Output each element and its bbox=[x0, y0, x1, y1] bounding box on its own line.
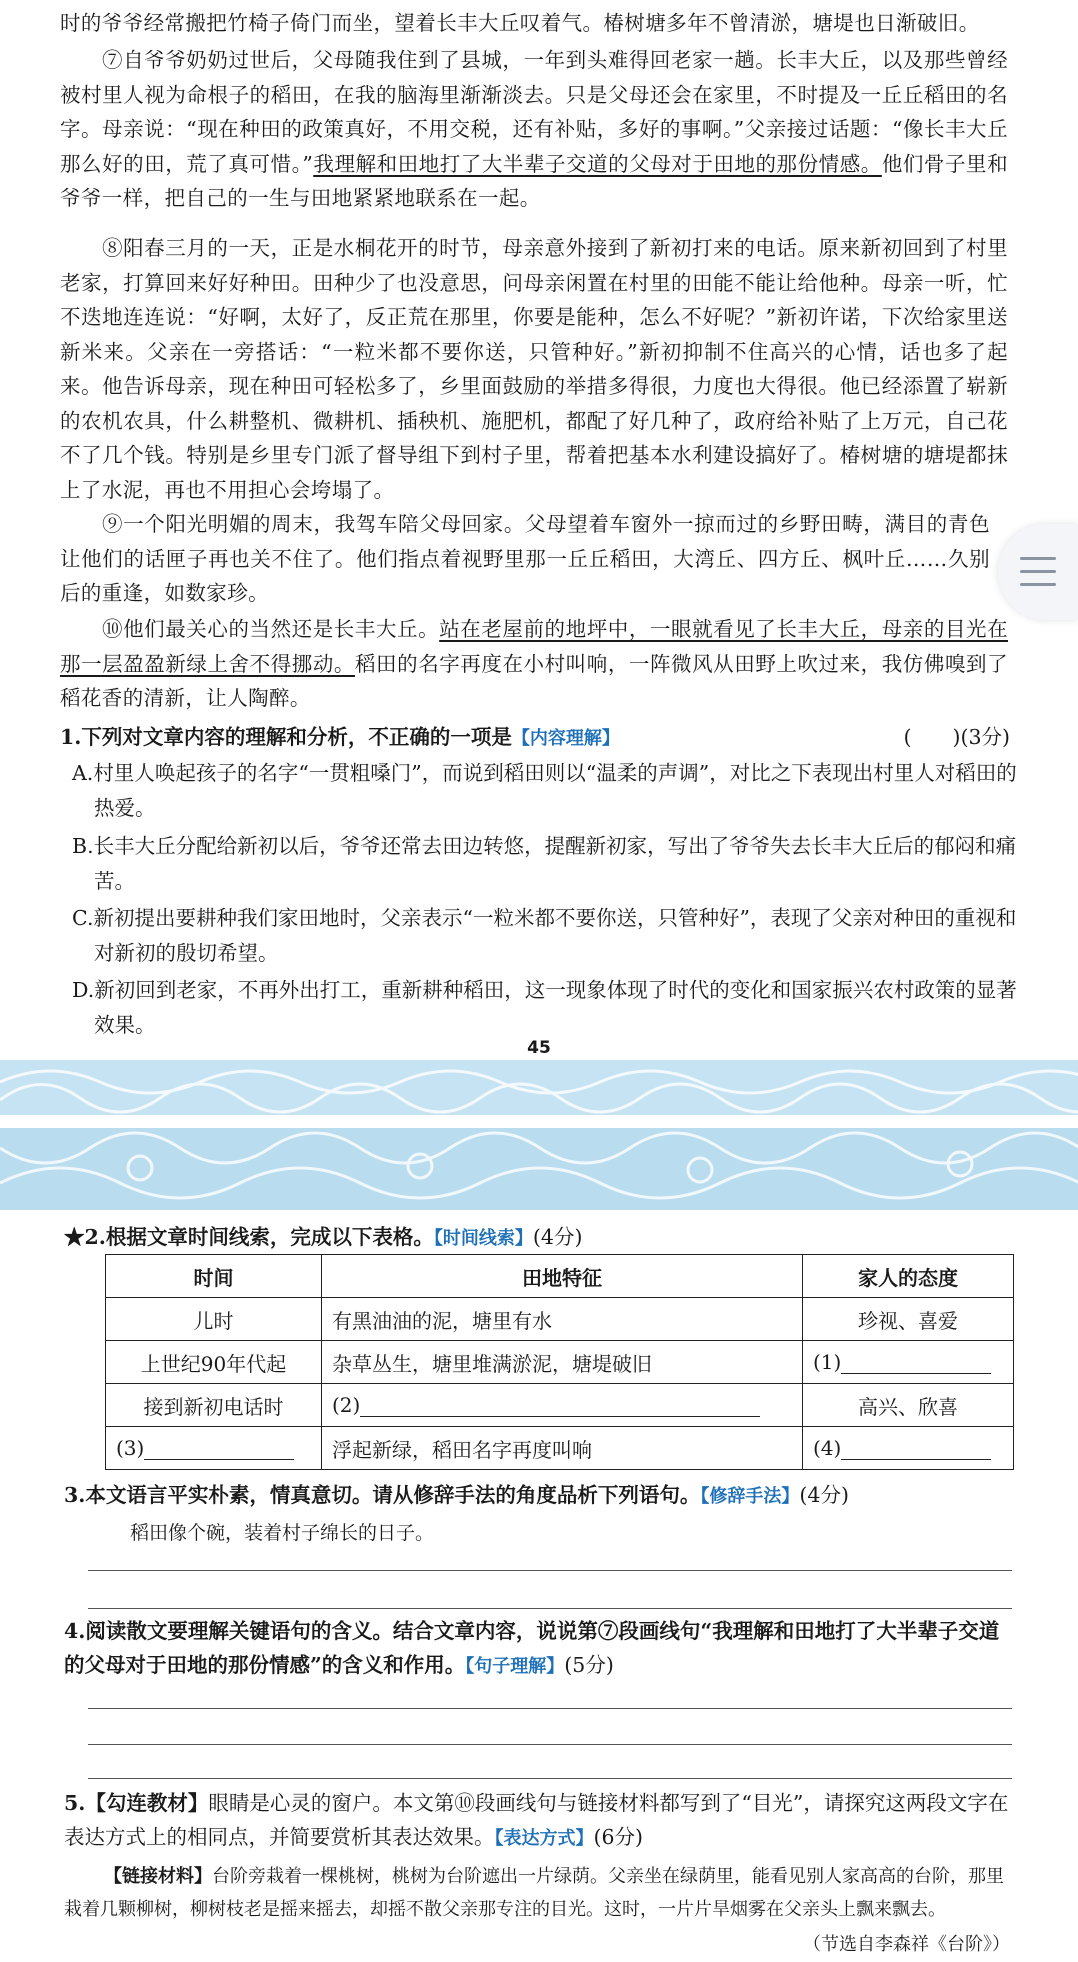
blank-line bbox=[360, 1394, 760, 1417]
blank-label: (1) bbox=[813, 1350, 842, 1374]
linked-material-label: 【链接材料】 bbox=[104, 1866, 212, 1887]
linked-material-text: 台阶旁栽着一棵桃树，桃树为台阶遮出一片绿荫。父亲坐在绿荫里，能看见别人家高高的台阶，那里栽着几颗柳树，柳树枝老是摇来摇去，却摇不散父亲那专注的目光。这时，一片片旱烟雾在父亲头上飘来飘去。 bbox=[64, 1866, 1004, 1920]
paragraph-10-text-end: 稻田的名字再度在小村叫响，一阵微风从田野上吹过来，我仿佛嗅到了稻花香的清新，让人陶醉。 bbox=[60, 651, 1008, 710]
linked-material-source: （节选自李森祥《台阶》） bbox=[803, 1934, 1010, 1955]
table-cell: 有黑油油的泥，塘里有水 bbox=[322, 1298, 803, 1341]
timeline-table bbox=[105, 1254, 1014, 1470]
question-1-option-a[interactable]: A.村里人唤起孩子的名字“一贯粗嗓门”，而说到稻田则以“温柔的声调”，对比之下表现出村里人对稻田的热爱。 bbox=[72, 761, 1017, 820]
question-3-stem bbox=[64, 1478, 1014, 1514]
answer-line[interactable] bbox=[88, 1608, 1012, 1609]
question-2-score: (4分) bbox=[532, 1225, 583, 1249]
answer-line[interactable] bbox=[88, 1708, 1012, 1709]
menu-icon-bar bbox=[1020, 570, 1056, 573]
paragraph-10-underlined-sentence: 站在老屋前的地坪中，一眼就看见了长丰大丘，母亲的目光在那一层盈盈新绿上舍不得挪动。 bbox=[60, 617, 1008, 676]
question-5-tag: 【表达方式】 bbox=[494, 1828, 594, 1849]
table-cell: 浮起新绿，稻田名字再度叫响 bbox=[322, 1427, 803, 1470]
question-1-option-d[interactable]: D.新初回到老家，不再外出打工，重新耕种稻田，这一现象体现了时代的变化和国家振兴农村政策的显著效果。 bbox=[72, 978, 1017, 1037]
blank-line bbox=[841, 1351, 991, 1374]
paragraph-7-text-end: 他们骨子里和爷爷一样，把自己的一生与田地紧紧地联系在一起。 bbox=[60, 151, 1008, 210]
question-5-score: (6分) bbox=[593, 1825, 644, 1849]
answer-line[interactable] bbox=[88, 1778, 1012, 1779]
question-5-text: 眼睛是心灵的窗户。本文第⑩段画线句与链接材料都写到了“目光”，请探究这两段文字在表达方式上的相同点，并简要赏析其表达效果。 bbox=[64, 1791, 1009, 1849]
table-cell: 接到新初电话时 bbox=[106, 1384, 322, 1427]
question-3-sentence: 稻田像个碗，装着村子绵长的日子。 bbox=[130, 1522, 435, 1544]
question-1-tag: 【内容理解】 bbox=[511, 728, 620, 749]
linked-material bbox=[64, 1860, 1010, 1926]
table-cell: 上世纪90年代起 bbox=[106, 1341, 322, 1384]
answer-blank-1[interactable] bbox=[803, 1341, 1014, 1384]
paragraph-10-text: ⑩他们最关心的当然还是长丰大丘。 bbox=[102, 617, 440, 641]
menu-icon-bar bbox=[1020, 557, 1056, 560]
question-1-text: 1.下列对文章内容的理解和分析，不正确的一项是 bbox=[60, 725, 512, 749]
cloud-pattern-band-bottom bbox=[0, 1060, 1078, 1115]
question-2-text: ★2.根据文章时间线索，完成以下表格。 bbox=[64, 1225, 434, 1249]
question-4-tag: 【句子理解】 bbox=[465, 1656, 565, 1677]
table-cell: 高兴、欣喜 bbox=[803, 1384, 1014, 1427]
answer-blank-4[interactable] bbox=[803, 1427, 1014, 1470]
paragraph-6-tail: 时的爷爷经常搬把竹椅子倚门而坐，望着长丰大丘叹着气。椿树塘多年不曾清淤，塘堤也日渐破旧。 bbox=[60, 11, 980, 35]
question-4-stem bbox=[64, 1614, 1010, 1684]
question-1-stem bbox=[60, 720, 1010, 756]
table-header: 时间 bbox=[106, 1255, 322, 1298]
answer-line[interactable] bbox=[88, 1570, 1012, 1571]
answer-blank-3[interactable] bbox=[106, 1427, 322, 1470]
question-4-text: 4.阅读散文要理解关键语句的含义。结合文章内容，说说第⑦段画线句“我理解和田地打了大半辈子交道的父母对于田地的那份情感”的含义和作用。 bbox=[64, 1619, 1000, 1677]
blank-line bbox=[841, 1437, 991, 1460]
table-cell: 杂草丛生，塘里堆满淤泥，塘堤破旧 bbox=[322, 1341, 803, 1384]
question-1-option-c[interactable]: C.新初提出要耕种我们家田地时，父亲表示“一粒米都不要你送，只管种好”，表现了父亲对种田的重视和对新初的殷切希望。 bbox=[72, 906, 1017, 965]
question-3-text: 3.本文语言平实朴素，情真意切。请从修辞手法的角度品析下列语句。 bbox=[64, 1483, 701, 1507]
answer-line[interactable] bbox=[88, 1744, 1012, 1745]
table-cell: 儿时 bbox=[106, 1298, 322, 1341]
table-row bbox=[106, 1298, 1014, 1341]
question-4-score: (5分) bbox=[564, 1653, 614, 1677]
paragraph-10 bbox=[60, 612, 1008, 716]
blank-line bbox=[144, 1437, 294, 1460]
question-5-textbook-tag: 【勾连教材】 bbox=[85, 1791, 209, 1815]
question-1-score: ( )(3分) bbox=[903, 725, 1010, 749]
question-1-option-b[interactable]: B.长丰大丘分配给新初以后，爷爷还常去田边转悠，提醒新初家，写出了爷爷失去长丰大丘后的郁闷和痛苦。 bbox=[72, 834, 1017, 893]
question-3-score: (4分) bbox=[799, 1483, 849, 1507]
page-number: 45 bbox=[527, 1038, 551, 1058]
table-row bbox=[106, 1384, 1014, 1427]
answer-blank-2[interactable] bbox=[322, 1384, 803, 1427]
blank-label: (4) bbox=[813, 1436, 842, 1460]
paragraph-8: ⑧阳春三月的一天，正是水桐花开的时节，母亲意外接到了新初打来的电话。原来新初回到了村里老家，打算回来好好种田。田种少了也没意思，问母亲闲置在村里的田能不能让给他种。母亲一听，忙不迭地连连说：“好啊，太好了，反正荒在那里，你要是能种，怎么不好呢？”新初许诺，下次给家里送新米来。父亲在一旁搭话：“一粒米都不要你送，只管种好。”新初抑制不住高兴的心情，话也多了起来。他告诉母亲，现在种田可轻松多了，乡里面鼓励的举措多得很，力度也大得很。他已经添置了崭新的农机农具，什么耕整机、微耕机、插秧机、施肥机，都配了好几种了，政府给补贴了上万元，自己花不了几个钱。特别是乡里专门派了督导组下到村子里，帮着把基本水利建设搞好了。椿树塘的塘堤都抹上了水泥，再也不用担心会垮塌了。 bbox=[60, 236, 1008, 502]
cloud-pattern-band-top bbox=[0, 1128, 1078, 1210]
paragraph-7-text: ⑦自爷爷奶奶过世后，父母随我住到了县城，一年到头难得回老家一趟。长丰大丘，以及那些曾经被村里人视为命根子的稻田，在我的脑海里渐渐淡去。只是父母还会在家里，不时提及一丘丘稻田的名字。母亲说：“现在种田的政策真好，不用交税，还有补贴，多好的事啊。”父亲接过话题：“像长丰大丘那么好的田，荒了真可惜。” bbox=[60, 48, 1008, 176]
blank-label: (3) bbox=[116, 1436, 145, 1460]
menu-button[interactable] bbox=[998, 524, 1078, 620]
question-2-tag: 【时间线索】 bbox=[433, 1228, 533, 1249]
table-header: 田地特征 bbox=[322, 1255, 803, 1298]
question-2-stem bbox=[64, 1220, 1014, 1256]
paragraph-7 bbox=[60, 43, 1008, 216]
menu-icon-bar bbox=[1020, 583, 1056, 586]
paragraph-9: ⑨一个阳光明媚的周末，我驾车陪父母回家。父母望着车窗外一掠而过的乡野田畴，满目的青色让他们的话匣子再也关不住了。他们指点着视野里那一丘丘稻田，大湾丘、四方丘、枫叶丘……久别后的重逢，如数家珍。 bbox=[60, 512, 990, 605]
paragraph-7-underlined-sentence: 我理解和田地打了大半辈子交道的父母对于田地的那份情感。 bbox=[313, 151, 882, 176]
table-header: 家人的态度 bbox=[803, 1255, 1014, 1298]
blank-label: (2) bbox=[332, 1393, 361, 1417]
question-5-stem bbox=[64, 1786, 1010, 1856]
table-row bbox=[106, 1341, 1014, 1384]
question-5-number: 5. bbox=[64, 1791, 86, 1815]
table-cell: 珍视、喜爱 bbox=[803, 1298, 1014, 1341]
table-header-row bbox=[106, 1255, 1014, 1298]
table-row bbox=[106, 1427, 1014, 1470]
question-3-tag: 【修辞手法】 bbox=[700, 1486, 800, 1507]
